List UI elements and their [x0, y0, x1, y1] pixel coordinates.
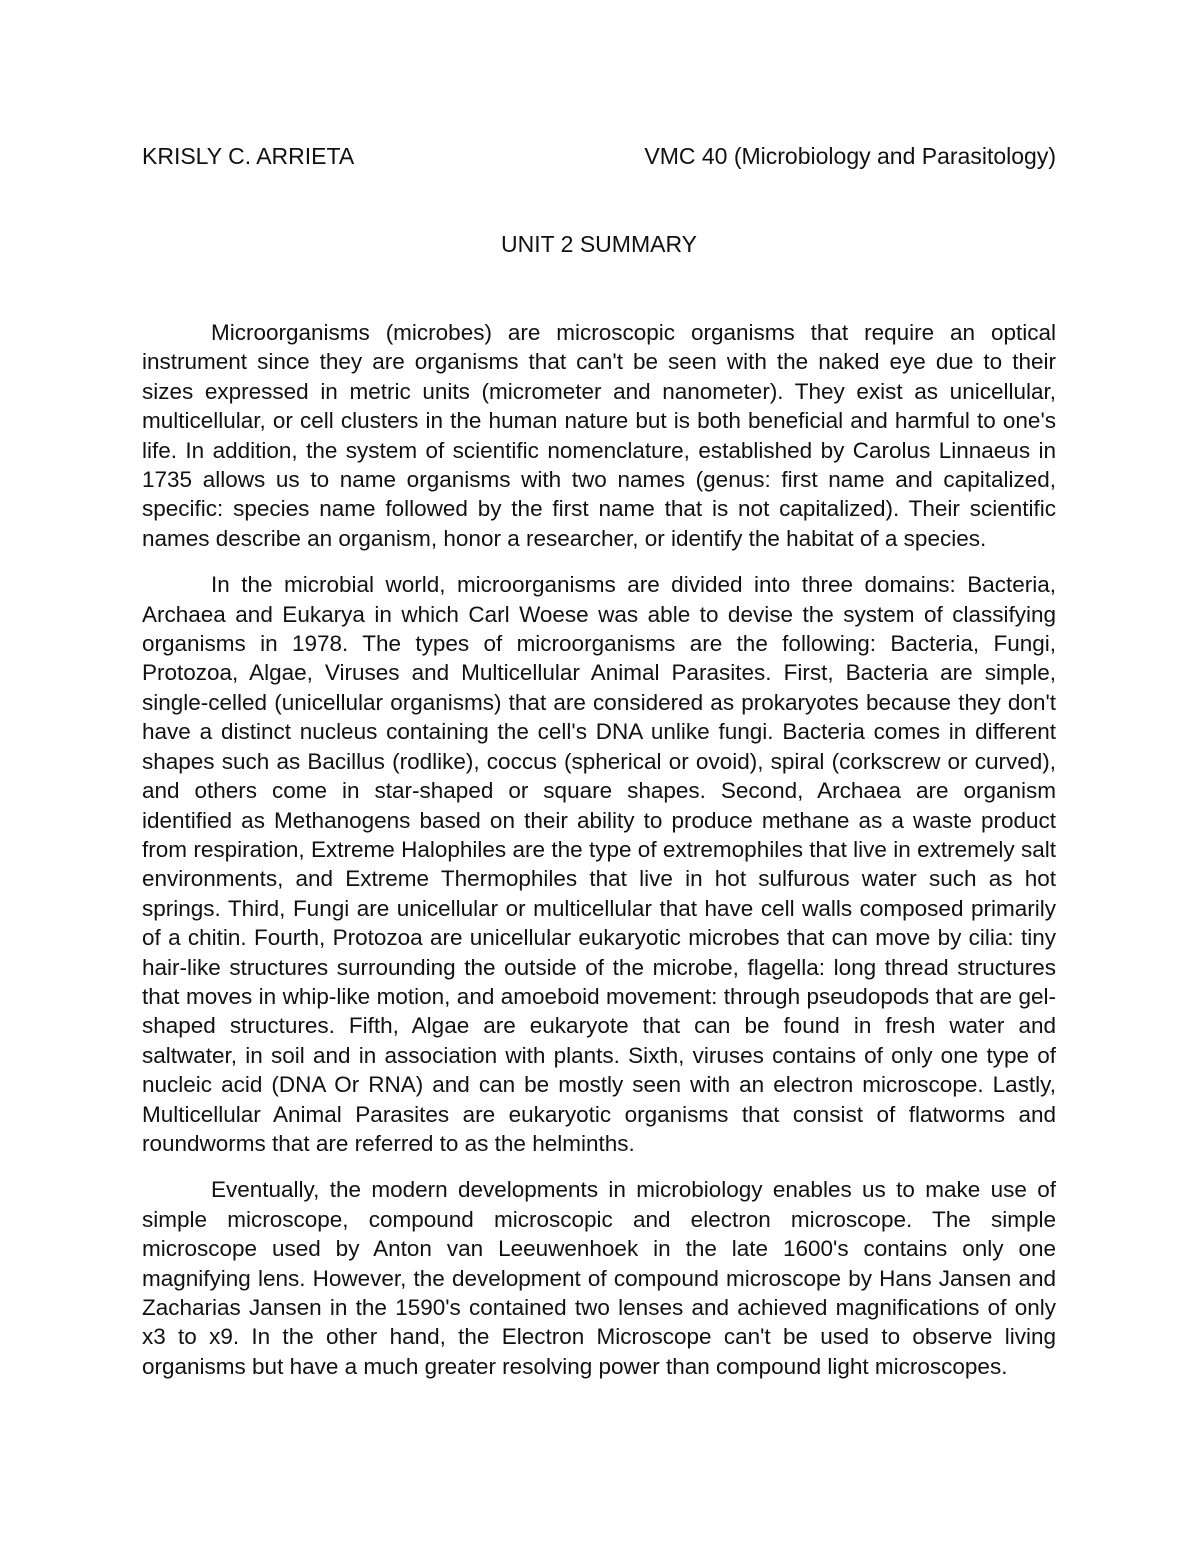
course-title: VMC 40 (Microbiology and Parasitology) — [644, 143, 1056, 169]
paragraph-intro: Microorganisms (microbes) are microscopic organisms that require an optical instrument since they are organisms that can't be seen with the naked eye due to their sizes expressed in metric units (micrometer and nanometer). They exist as unicellular, multicellular, or cell clusters in the human nature but is both beneficial and harmful to one's life. In addition, the system of scientific nomenclature, established by Carolus Linnaeus in 1735 allows us to name organisms with two names (genus: first name and capitalized, specific: species name followed by the first name that is not capitalized). Their scientific names describe an organism, honor a researcher, or identify the habitat of a species. — [142, 320, 1056, 551]
document-header — [142, 140, 1056, 180]
document-body — [142, 318, 1056, 1398]
paragraph-microscopes: Eventually, the modern developments in microbiology enables us to make use of simple microscope, compound microscopic and electron microscope. The simple microscope used by Anton van Leeuwenhoek in the late 1600's contains only one magnifying lens. However, the development of compound microscope by Hans Jansen and Zacharias Jansen in the 1590's contained two lenses and achieved magnifications of only x3 to x9. In the other hand, the Electron Microscope can't be used to observe living organisms but have a much greater resolving power than compound light microscopes. — [142, 1177, 1056, 1379]
author-name: KRISLY C. ARRIETA — [142, 143, 355, 169]
paragraph-microbial-world: In the microbial world, microorganisms are divided into three domains: Bacteria, Archaea and Eukarya in which Carl Woese was able to devise the system of classifying organisms in 1978. The types of microorganisms are the following: Bacteria, Fungi, Protozoa, Algae, Viruses and Multicellular Animal Parasites. First, Bacteria are simple, single-celled (unicellular organisms) that are considered as prokaryotes because they don't have a distinct nucleus containing the cell's DNA unlike fungi. Bacteria comes in different shapes such as Bacillus (rodlike), coccus (spherical or ovoid), spiral (corkscrew or curved), and others come in star-shaped or square shapes. Second, Archaea are organism identified as Methanogens based on their ability to produce methane as a waste product from respiration, Extreme Halophiles are the type of extremophiles that live in extremely salt environments, and Extreme Thermophiles that live in hot sulfurous water such as hot springs. Third, Fungi are unicellular or multicellular that have cell walls composed primarily of a chitin. Fourth, Protozoa are unicellular eukaryotic microbes that can move by cilia: tiny hair-like structures surrounding the outside of the microbe, flagella: long thread structures that moves in whip-like motion, and amoeboid movement: through pseudopods that are gel-shaped structures. Fifth, Algae are eukaryote that can be found in fresh water and saltwater, in soil and in association with plants. Sixth, viruses contains of only one type of nucleic acid (DNA Or RNA) and can be mostly seen with an electron microscope. Lastly, Multicellular Animal Parasites are eukaryotic organisms that consist of flatworms and roundworms that are referred to as the helminths. — [142, 572, 1056, 1156]
document-title: UNIT 2 SUMMARY — [501, 231, 697, 257]
